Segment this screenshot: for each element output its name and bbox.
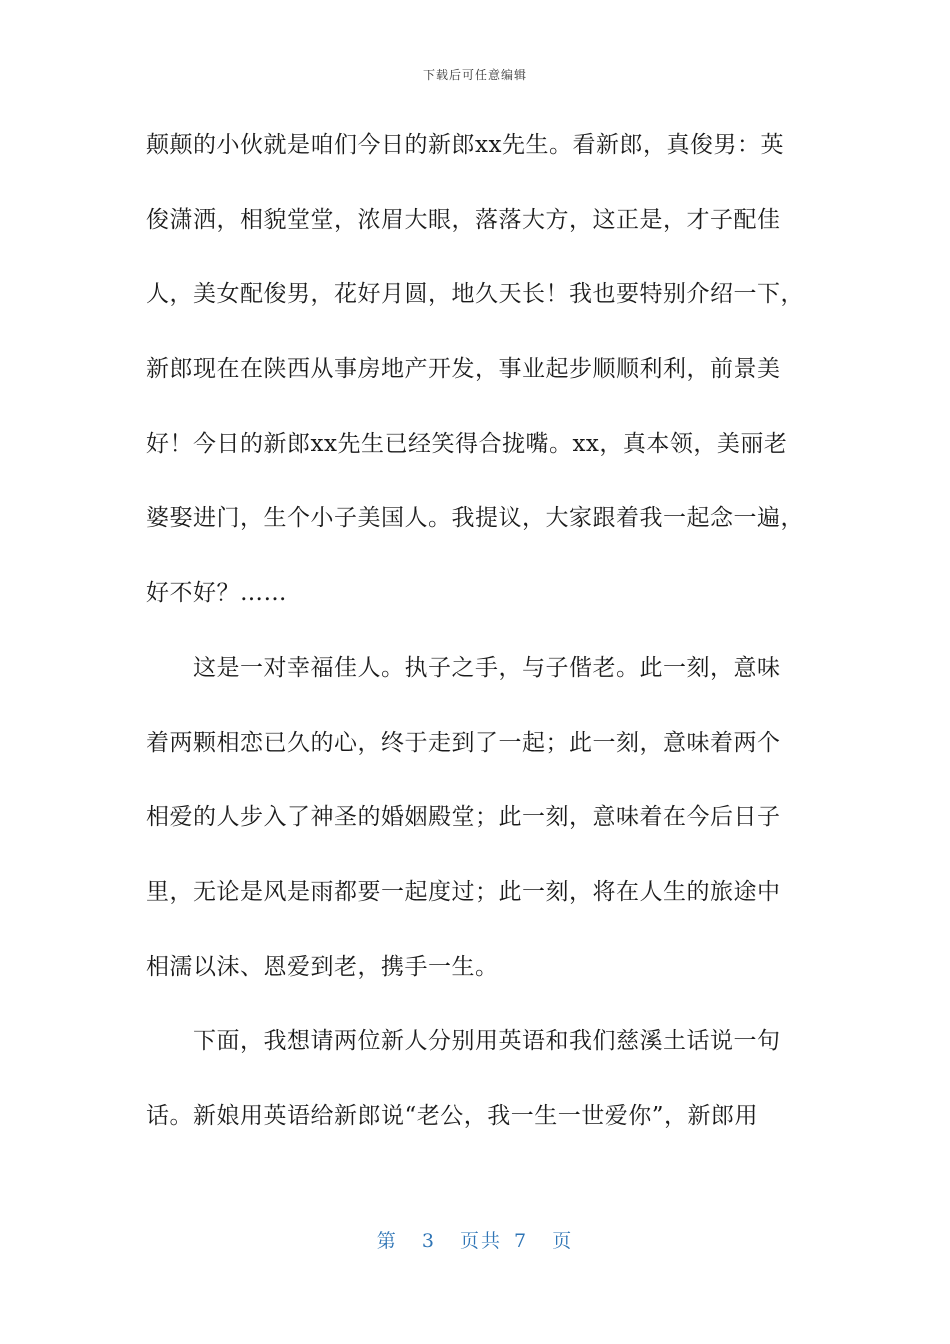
text-line: 婆娶进门，生个小子美国人。我提议，大家跟着我一起念一遍，	[146, 505, 804, 532]
page-header: 下载后可任意编辑	[422, 68, 527, 82]
text-line: 新郎现在在陕西从事房地产开发，事业起步顺顺利利，前景美	[146, 356, 781, 383]
paragraph-1	[146, 108, 806, 631]
text-line: 颠颠的小伙就是咱们今日的新郎xx先生。看新郎，真俊男：英	[146, 132, 784, 158]
page-number: 第 3 页共 7 页	[376, 1230, 574, 1252]
text-line: 好！今日的新郎xx先生已经笑得合拢嘴。xx，真本领，美丽老	[146, 430, 788, 457]
text-line: 相爱的人步入了神圣的婚姻殿堂；此一刻，意味着在今后日子	[146, 804, 781, 831]
text-line: 里，无论是风是雨都要一起度过；此一刻，将在人生的旅途中	[146, 878, 781, 905]
text-line: 相濡以沫、恩爱到老，携手一生。	[146, 953, 499, 980]
text-line: 着两颗相恋已久的心，终于走到了一起；此一刻，意味着两个	[146, 729, 781, 756]
paragraph-3	[146, 1004, 806, 1153]
paragraph-2	[146, 631, 806, 1004]
text-line: 这是一对幸福佳人。执子之手，与子偕老。此一刻，意味	[193, 654, 781, 681]
text-line: 话。新娘用英语给新郎说“老公，我一生一世爱你”，新郎用	[146, 1102, 759, 1129]
text-line: 下面，我想请两位新人分别用英语和我们慈溪土话说一句	[193, 1028, 781, 1055]
text-line: 好不好？……	[146, 580, 287, 607]
text-line: 俊潇洒，相貌堂堂，浓眉大眼，落落大方，这正是，才子配佳	[146, 206, 781, 233]
page-footer	[0, 1226, 950, 1253]
text-line: 人，美女配俊男，花好月圆，地久天长！我也要特别介绍一下，	[146, 281, 804, 308]
document-body	[146, 108, 806, 1154]
